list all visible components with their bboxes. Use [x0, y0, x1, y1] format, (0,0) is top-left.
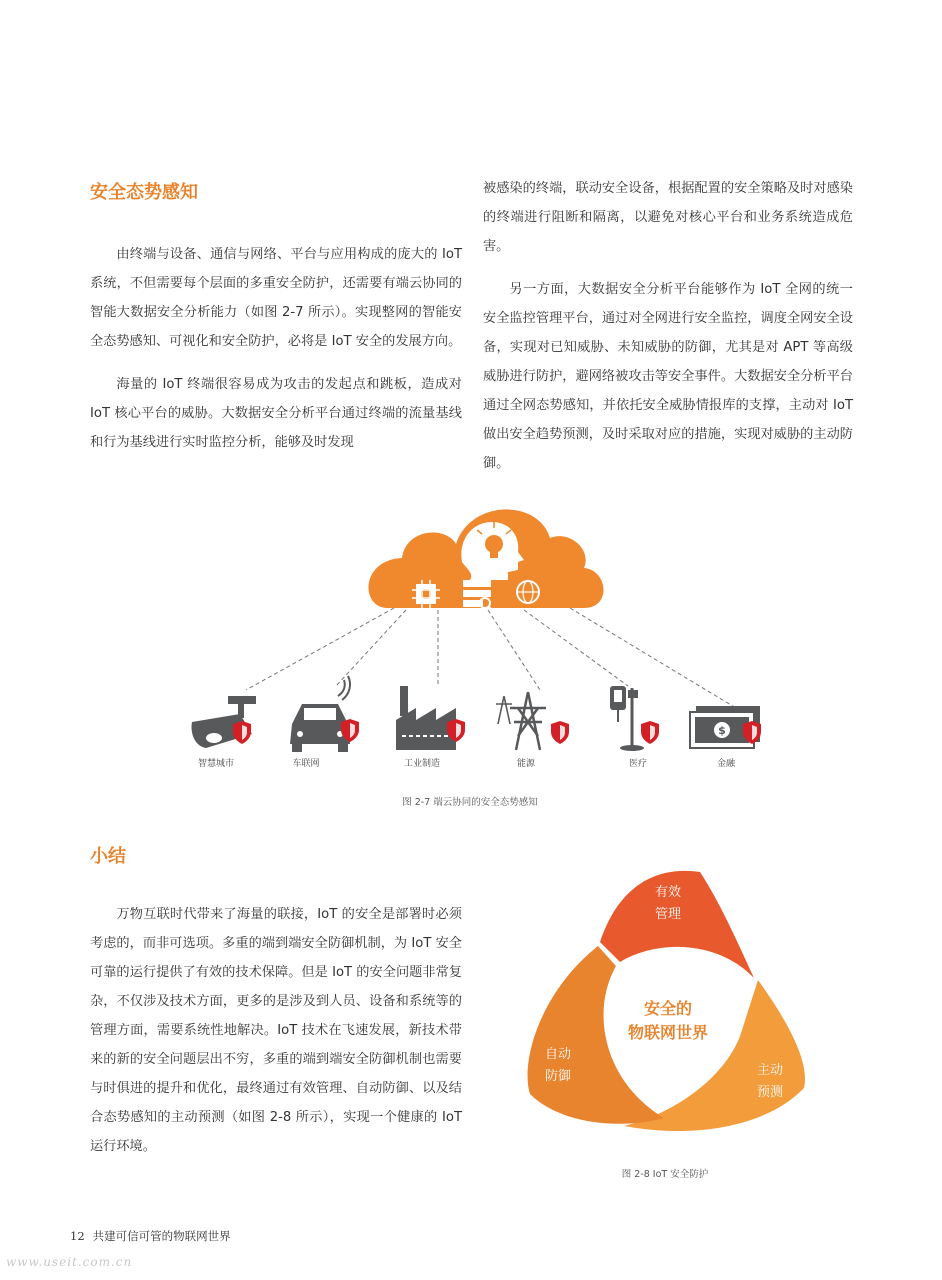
label-energy: 能源 [516, 759, 536, 769]
seg-left-line2: 防御 [544, 1069, 572, 1084]
paragraph: 由终端与设备、通信与网络、平台与应用构成的庞大的 IoT 系统，不但需要每个层面的多重安全防护，还需要有端云协同的智能大数据安全分析能力（如图 2-7 所示）。实现整网的智能安全态势感知、可视化和安全防护，必将是 IoT 安全的发展方向。 [90, 247, 462, 349]
power-tower-icon [496, 692, 569, 750]
section-heading-summary: 小结 [90, 846, 126, 867]
label-smart-city: 智慧城市 [197, 759, 235, 769]
seg-top-line2: 管理 [654, 907, 682, 922]
figure-caption-2-7: 图 2-7 端云协同的安全态势感知 [402, 797, 538, 808]
paragraph: 另一方面，大数据安全分析平台能够作为 IoT 全网的统一安全监控管理平台，通过对全网进行安全监控，调度全网安全设备，实现对已知威胁、未知威胁的防御，尤其是对 APT 等高级威胁进行防护，避网络被攻击等安全事件。大数据安全分析平台通过全网态势感知，并依托安全威胁情报库的支撑，主动对 IoT 做出安全趋势预测，及时采取对应的措施，实现对威胁的主动防御。 [483, 282, 853, 471]
watermark: www.useit.com.cn [6, 1255, 133, 1269]
seg-right-line2: 预测 [756, 1085, 784, 1100]
figure-caption-2-8: 图 2-8 IoT 安全防护 [621, 1169, 709, 1180]
factory-icon [396, 686, 465, 750]
footer-title: 共建可信可管的物联网世界 [92, 1229, 231, 1243]
seg-top-line1: 有效 [654, 885, 682, 900]
label-medical: 医疗 [628, 759, 648, 769]
figure-cloud-terminal-diagram [180, 500, 780, 785]
seg-left-line1: 自动 [544, 1047, 572, 1062]
right-column-text [483, 174, 853, 478]
svg-text:$: $ [718, 724, 726, 737]
dashed-links [246, 608, 736, 708]
label-connected-car: 车联网 [292, 759, 320, 769]
camera-icon [192, 696, 256, 748]
left-column-text [90, 240, 462, 457]
center-title-line1: 安全的 [643, 999, 693, 1018]
paragraph: 万物互联时代带来了海量的联接，IoT 的安全是部署时必须考虑的，而非可选项。多重的端到端安全防御机制，为 IoT 安全可靠的运行提供了有效的技术保障。但是 IoT 的安全问题非常复杂，不仅涉及技术方面，更多的是涉及到人员、设备和系统等的管理方面，需要系统性地解决。IoT 技术在飞速发展，新技术带来的新的安全问题层出不穷，多重的端到端安全防御机制也需要与时俱进的提升和优化，最终通过有效管理、自动防御、以及结合态势感知的主动预测（如图 2-8 所示），实现一个健康的 IoT 运行环境。 [90, 907, 462, 1154]
money-icon [690, 706, 761, 748]
seg-right-line1: 主动 [756, 1063, 784, 1078]
label-manufacturing: 工业制造 [403, 759, 441, 769]
section-heading-situational-awareness: 安全态势感知 [90, 182, 198, 203]
chip-icon [412, 580, 440, 608]
center-title-line2: 物联网世界 [627, 1023, 709, 1042]
medical-iv-icon [610, 686, 659, 751]
figure-triangle-cycle [520, 862, 820, 1152]
paragraph: 被感染的终端，联动安全设备，根据配置的安全策略及时对感染的终端进行阻断和隔离，以避免对核心平台和业务系统造成危害。 [483, 181, 853, 254]
page-number: 12 [70, 1229, 85, 1243]
paragraph: 海量的 IoT 终端很容易成为攻击的发起点和跳板，造成对 IoT 核心平台的威胁。大数据安全分析平台通过终端的流量基线和行为基线进行实时监控分析，能够及时发现 [90, 377, 462, 450]
summary-text [90, 900, 462, 1161]
page-footer [70, 1228, 231, 1244]
car-icon [290, 676, 359, 752]
label-finance: 金融 [716, 759, 736, 769]
